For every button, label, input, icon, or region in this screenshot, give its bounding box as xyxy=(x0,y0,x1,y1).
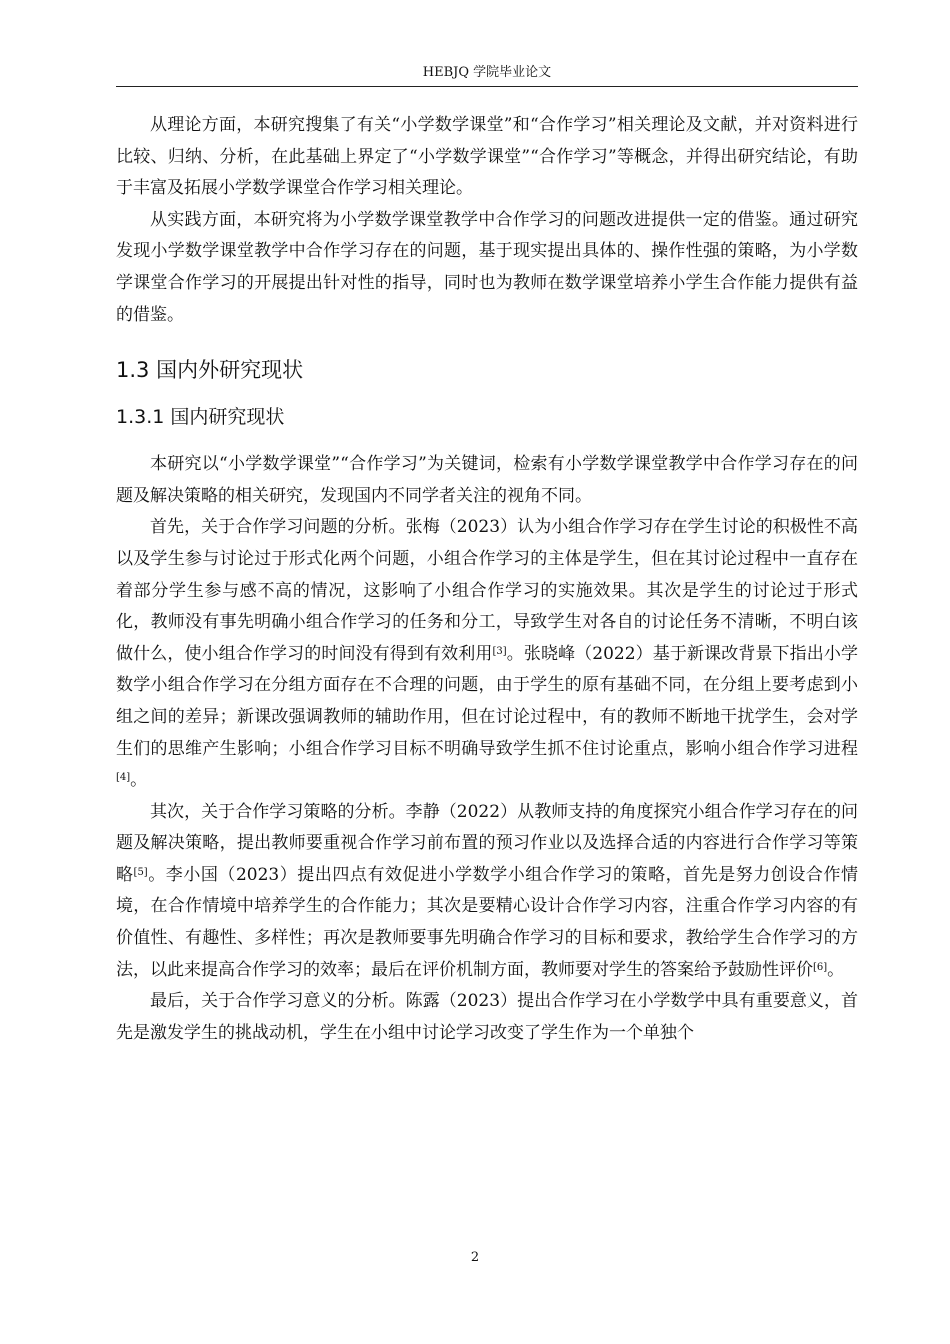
paragraph-second-text-2: 。李小国（2023）提出四点有效促进小学数学小组合作学习的策略，首先是努力创设合作情境，在合作情境中培养学生的合作能力；其次是要精心设计合作学习内容，注重合作学习内容的有价值性、有趣性、多样性；再次是教师要事先明确合作学习的目标和要求，教给学生合作学习的方法，以此来提高合作学习的效率；最后在评价机制方面，教师要对学生的答案给予鼓励性评价 xyxy=(116,864,859,980)
citation-3: [3] xyxy=(492,645,507,657)
paragraph-last: 最后，关于合作学习意义的分析。陈露（2023）提出合作学习在小学数学中具有重要意义，首先是激发学生的挑战动机，学生在小组中讨论学习改变了学生作为一个单独个 xyxy=(116,991,858,1043)
page-header xyxy=(116,60,858,87)
paragraph-second-text-3: 。 xyxy=(827,959,845,980)
citation-4: [4] xyxy=(116,772,131,784)
paragraph-second xyxy=(116,797,858,987)
citation-6: [6] xyxy=(813,961,828,973)
paragraph-first-text-2: 。张晓峰（2022）基于新课改背景下指出小学数学小组合作学习在分组方面存在不合理的问题，由于学生的原有基础不同，在分组上要考虑到小组之间的差异；新课改强调教师的辅助作用，但在讨论过程中，有的教师不断地干扰学生，会对学生们的思维产生影响；小组合作学习目标不明确导致学生抓不住讨论重点，影响小组合作学习进程 xyxy=(116,643,859,759)
citation-5: [5] xyxy=(133,866,148,878)
paragraph-intro: 本研究以“小学数学课堂”“合作学习”为关键词，检索有小学数学课堂教学中合作学习存在的问题及解决策略的相关研究，发现国内不同学者关注的视角不同。 xyxy=(116,454,858,506)
header-title: HEBJQ 学院毕业论文 xyxy=(422,65,552,80)
section-heading: 1.3 国内外研究现状 xyxy=(116,358,304,383)
paragraph-first-text-3: 。 xyxy=(130,770,148,791)
paragraph-practice: 从实践方面，本研究将为小学数学课堂教学中合作学习的问题改进提供一定的借鉴。通过研究发现小学数学课堂教学中合作学习存在的问题，基于现实提出具体的、操作性强的策略，为小学数学课堂合作学习的开展提出针对性的指导，同时也为教师在数学课堂培养小学生合作能力提供有益的借鉴。 xyxy=(116,209,858,325)
page-body xyxy=(116,110,858,1049)
paragraph-first xyxy=(116,512,858,796)
paragraph-second-text-1: 其次，关于合作学习策略的分析。李静（2022）从教师支持的角度探究小组合作学习存在的问题及解决策略，提出教师要重视合作学习前布置的预习作业以及选择合适的内容进行合作学习等策略 xyxy=(116,801,858,885)
page-number: 2 xyxy=(470,1250,480,1265)
paragraph-first-text-1: 首先，关于合作学习问题的分析。张梅（2023）认为小组合作学习存在学生讨论的积极性不高以及学生参与讨论过于形式化两个问题，小组合作学习的主体是学生，但在其讨论过程中一直存在着部分学生参与感不高的情况，这影响了小组合作学习的实施效果。其次是学生的讨论过于形式化，教师没有事先明确小组合作学习的任务和分工，导致学生对各自的讨论任务不清晰，不明白该做什么，使小组合作学习的时间没有得到有效利用 xyxy=(116,517,858,664)
subsection-heading: 1.3.1 国内研究现状 xyxy=(116,406,285,429)
paragraph-theory: 从理论方面，本研究搜集了有关“小学数学课堂”和“合作学习”相关理论及文献，并对资料进行比较、归纳、分析，在此基础上界定了“小学数学课堂”“合作学习”等概念，并得出研究结论，有助于丰富及拓展小学数学课堂合作学习相关理论。 xyxy=(116,115,858,199)
